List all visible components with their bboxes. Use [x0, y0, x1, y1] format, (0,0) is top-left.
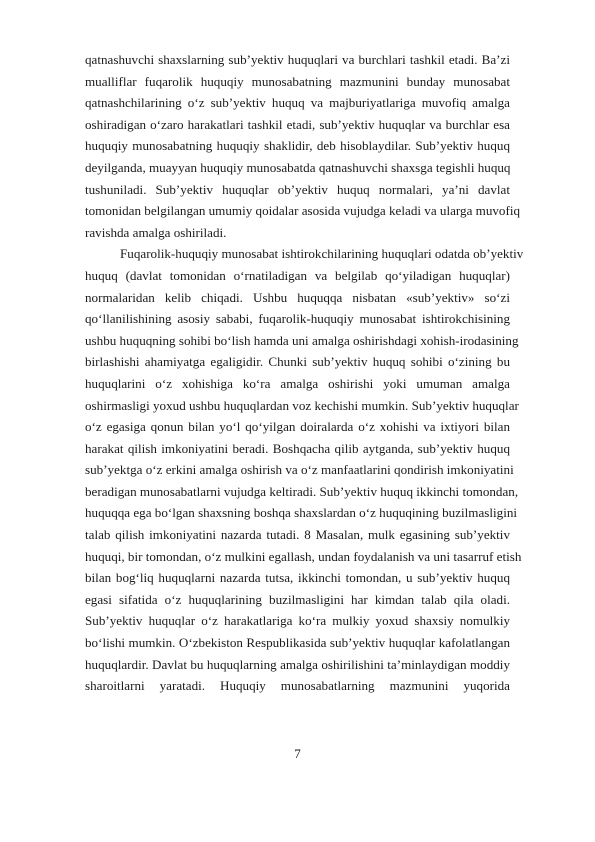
text-line: tomonidan belgilangan umumiy qoidalar asosida vujudga keladi va ularga muvofiq	[85, 203, 521, 219]
text-line: qatnashuvchi shaxslarning sub’yektiv huquqlari va burchlari tashkil etadi. Ba’zi	[85, 52, 510, 67]
text-line: qo‘llanilishining asosiy sababi, fuqarolik-huquqiy munosabat ishtirokchisining	[85, 311, 510, 327]
text-line: sharoitlarni yaratadi. Huquqiy munosabatlarning mazmunini yuqorida	[85, 678, 510, 694]
text-line: birlashishi ahamiyatga egaligidir. Chunki sub’yektiv huquq sohibi o‘zining bu	[85, 354, 510, 370]
text-line: huquqlarini o‘z xohishiga ko‘ra amalga oshirishi yoki umuman amalga	[85, 375, 510, 391]
text-line: sub’yektga o‘z erkini amalga oshirish va o‘z manfaatlarini qondirish imkoniyatini	[85, 462, 514, 478]
paragraph-first-line: Fuqarolik-huquqiy munosabat ishtirokchilarining huquqlari odatda ob’yektiv	[120, 246, 524, 262]
text-line: qatnashchilarining o‘z sub’yektiv huquq va majburiyatlariga muvofiq amalga	[85, 95, 510, 111]
paragraph-end-line: ravishda amalga oshiriladi.	[85, 224, 227, 240]
text-line: huquqlardir. Davlat bu huquqlarning amalga oshirilishini ta’minlaydigan moddiy	[85, 656, 510, 672]
body-text	[85, 49, 524, 697]
text-line: mualliflar fuqarolik huquqiy munosabatning mazmunini bunday munosabat	[85, 73, 510, 89]
text-line: talab qilish imkoniyatini nazarda tutadi. 8 Masalan, mulk egasining sub’yektiv	[85, 527, 510, 543]
text-line: ushbu huquqning sohibi bo‘lish hamda uni amalga oshirishdagi xohish-irodasining	[85, 332, 519, 348]
text-line: Sub’yektiv huquqlar o‘z harakatlariga ko‘ra mulkiy yoxud shaxsiy nomulkiy	[85, 613, 510, 629]
text-line: huquq (davlat tomonidan o‘rnatiladigan va belgilab qo‘yiladigan huquqlar)	[85, 267, 510, 283]
text-line: beradigan munosabatlarni vujudga keltiradi. Sub’yektiv huquq ikkinchi tomondan,	[85, 483, 519, 499]
text-line: bilan bog‘liq huquqlarni nazarda tutsa, ikkinchi tomondan, u sub’yektiv huquq	[85, 570, 510, 586]
text-line: bo‘lishi mumkin. O‘zbekiston Respublikasida sub’yektiv huquqlar kafolatlangan	[85, 635, 510, 651]
text-line: o‘z egasiga qonun bilan yo‘l qo‘yilgan doiralarda o‘z xohishi va ixtiyori bilan	[85, 419, 510, 435]
text-line: tushuniladi. Sub’yektiv huquqlar ob’yektiv huquq normalari, ya’ni davlat	[85, 181, 510, 197]
text-line: huquqiy munosabatning huquqiy shaklidir, deb hisoblaydilar. Sub’yektiv huquq	[85, 138, 510, 154]
text-line: normalaridan kelib chiqadi. Ushbu huquqqa nisbatan «sub’yektiv» so‘zi	[85, 289, 510, 305]
text-line: huquqi, bir tomondan, o‘z mulkini egallash, undan foydalanish va uni tasarruf etish	[85, 548, 522, 564]
text-line: huquqqa ega bo‘lgan shaxsning boshqa shaxslardan o‘z huquqining buzilmasligini	[85, 505, 518, 521]
page-number: 7	[294, 746, 301, 761]
text-line: oshirmasligi yoxud ushbu huquqlardan voz kechishi mumkin. Sub’yektiv huquqlar	[85, 397, 519, 413]
text-line: egasi sifatida o‘z huquqlarining buzilmasligini har kimdan talab qila oladi.	[85, 591, 510, 607]
text-line: deyilganda, muayyan huquqiy munosabatda qatnashuvchi shaxsga tegishli huquq	[85, 159, 511, 175]
text-line: oshiradigan o‘zaro harakatlari tashkil etadi, sub’yektiv huquqlar va burchlar esa	[85, 116, 510, 132]
text-line: harakat qilish imkoniyatini beradi. Boshqacha qilib aytganda, sub’yektiv huquq	[85, 440, 510, 456]
